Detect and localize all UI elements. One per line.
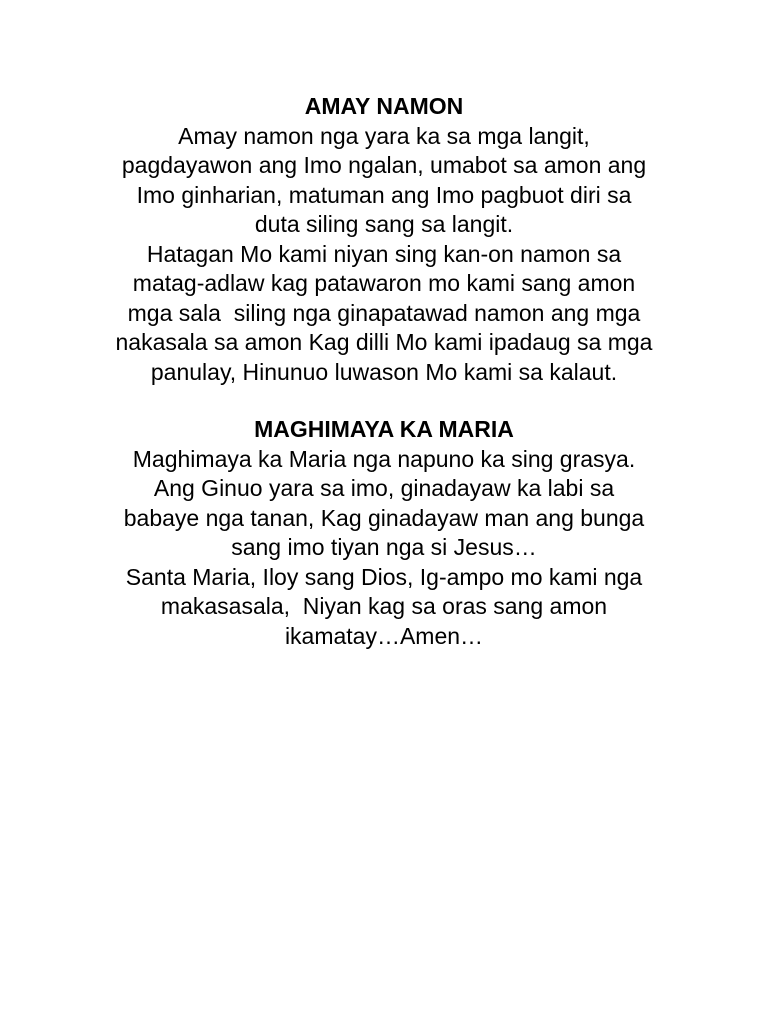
prayer-amay-namon xyxy=(0,92,768,387)
prayer-line: Hatagan Mo kami niyan sing kan-on namon sa xyxy=(146,240,622,267)
prayer-line: sang imo tiyan nga si Jesus… xyxy=(231,534,537,560)
prayer-line: panulay, Hinunuo luwason Mo kami sa kalaut. xyxy=(150,358,618,385)
prayer-line: mga sala siling nga ginapatawad namon ang mga xyxy=(127,299,641,326)
prayer-line: ikamatay…Amen… xyxy=(284,622,484,649)
prayer-line: Maghimaya ka Maria nga napuno ka sing grasya. xyxy=(132,445,636,472)
prayer-title: AMAY NAMON xyxy=(304,93,464,119)
prayer-line: pagdayawon ang Imo ngalan, umabot sa amon ang xyxy=(121,152,647,178)
prayer-line: babaye nga tanan, Kag ginadayaw man ang bunga xyxy=(123,504,645,531)
prayer-line: duta siling sang sa langit. xyxy=(254,211,514,237)
prayer-line: nakasala sa amon Kag dilli Mo kami ipadaug sa mga xyxy=(115,329,653,355)
prayer-line: makasasala, Niyan kag sa oras sang amon xyxy=(160,593,608,619)
prayer-line: Amay namon nga yara ka sa mga langit, xyxy=(178,122,590,149)
prayer-line: Imo ginharian, matuman ang Imo pagbuot diri sa xyxy=(136,181,632,208)
document-page xyxy=(0,92,768,651)
prayer-maghimaya-ka-maria xyxy=(0,415,768,651)
prayer-title: MAGHIMAYA KA MARIA xyxy=(254,416,514,442)
prayer-line: Ang Ginuo yara sa imo, ginadayaw ka labi sa xyxy=(153,475,615,501)
prayer-line: Santa Maria, Iloy sang Dios, Ig-ampo mo kami nga xyxy=(125,563,643,590)
prayer-line: matag-adlaw kag patawaron mo kami sang amon xyxy=(132,270,636,296)
